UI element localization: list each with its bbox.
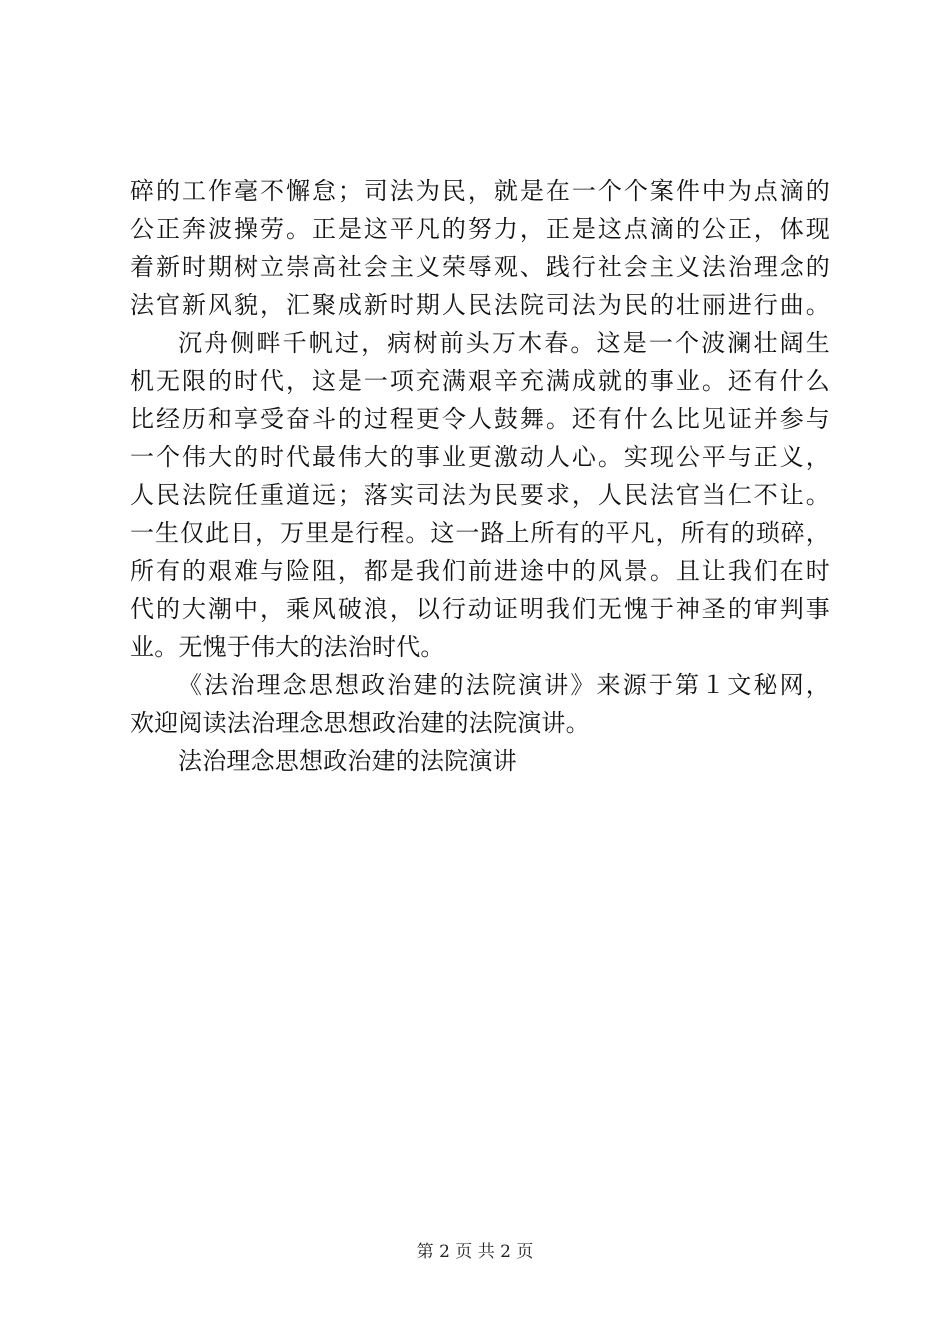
text-line: 所有的艰难与险阻，都是我们前进途中的风景。且让我们在时 <box>130 557 830 585</box>
text-line: 公正奔波操劳。正是这平凡的努力，正是这点滴的公正，体现 <box>130 215 830 243</box>
paragraph <box>130 324 830 666</box>
text-line: 业。无愧于伟大的法治时代。 <box>130 633 445 661</box>
paragraph <box>130 172 830 324</box>
paragraph <box>130 666 830 742</box>
text-line: 代的大潮中，乘风破浪，以行动证明我们无愧于神圣的审判事 <box>130 595 830 623</box>
document-body <box>130 172 830 780</box>
page-footer <box>0 1240 950 1264</box>
text-line: 人民法院任重道远；落实司法为民要求，人民法官当仁不让。 <box>130 481 830 509</box>
text-line: 碎的工作毫不懈怠；司法为民，就是在一个个案件中为点滴的 <box>130 177 830 205</box>
text-line: 比经历和享受奋斗的过程更令人鼓舞。还有什么比见证并参与 <box>130 405 830 433</box>
text-line: 着新时期树立崇高社会主义荣辱观、践行社会主义法治理念的 <box>130 253 830 281</box>
text-line: 《法治理念思想政治建的法院演讲》来源于第１文秘网， <box>178 671 830 699</box>
text-line: 机无限的时代，这是一项充满艰辛充满成就的事业。还有什么 <box>130 367 830 395</box>
text-line: 一个伟大的时代最伟大的事业更激动人心。实现公平与正义， <box>130 443 830 471</box>
paragraph <box>130 742 830 780</box>
text-line: 法官新风貌，汇聚成新时期人民法院司法为民的壮丽进行曲。 <box>130 291 830 319</box>
text-line: 欢迎阅读法治理念思想政治建的法院演讲。 <box>130 709 590 737</box>
text-line: 法治理念思想政治建的法院演讲 <box>178 747 517 775</box>
page-number: 第 2 页 共 2 页 <box>416 1242 534 1262</box>
text-line: 沉舟侧畔千帆过，病树前头万木春。这是一个波澜壮阔生 <box>178 329 830 357</box>
text-line: 一生仅此日，万里是行程。这一路上所有的平凡，所有的琐碎， <box>130 519 830 547</box>
